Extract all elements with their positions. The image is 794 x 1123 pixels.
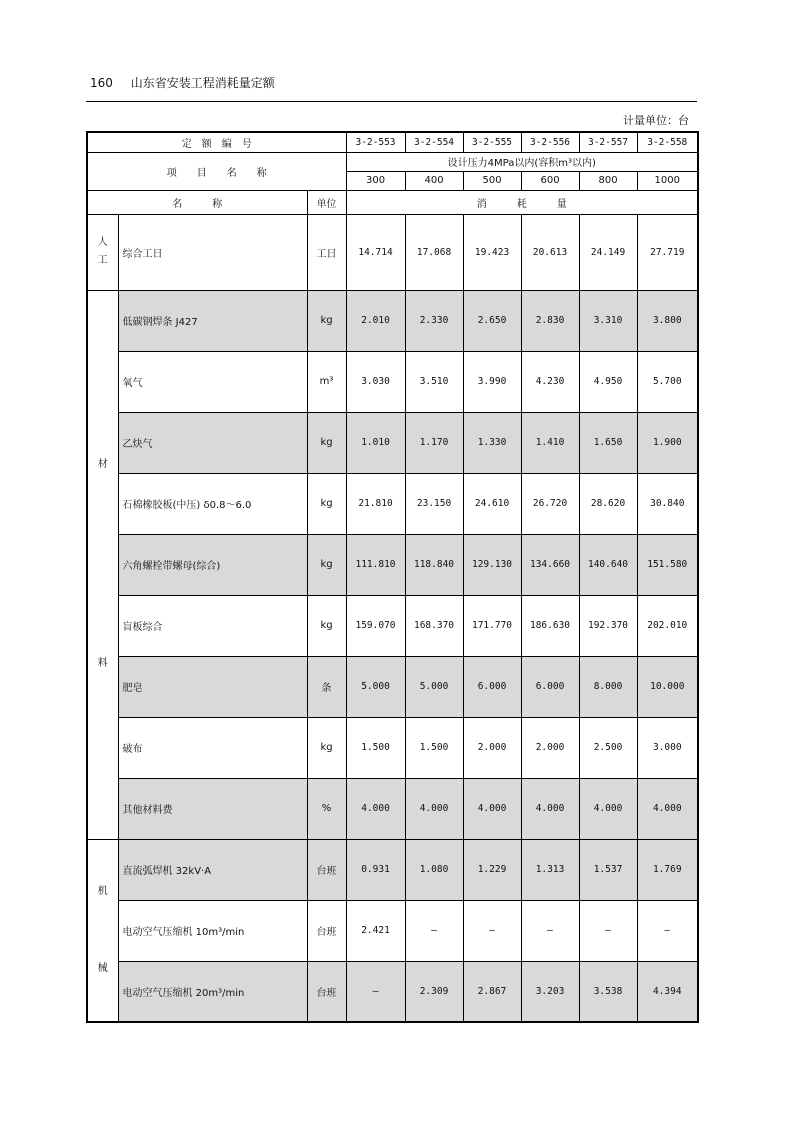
consumption-value: 2.000 xyxy=(463,717,521,778)
consumption-value: 1.900 xyxy=(637,412,698,473)
volume-value: 400 xyxy=(405,171,463,190)
item-name: 乙炔气 xyxy=(118,412,307,473)
consumption-value: 1.170 xyxy=(405,412,463,473)
item-name: 低碳钢焊条 J427 xyxy=(118,290,307,351)
item-unit: 台班 xyxy=(307,900,346,961)
consumption-value: 2.421 xyxy=(346,900,405,961)
consumption-value: — xyxy=(579,900,637,961)
table-row xyxy=(87,412,698,473)
consumption-value: 1.500 xyxy=(346,717,405,778)
consumption-value: 2.867 xyxy=(463,961,521,1022)
consumption-value: 4.000 xyxy=(579,778,637,839)
consumption-value: — xyxy=(637,900,698,961)
consumption-value: 0.931 xyxy=(346,839,405,900)
item-unit: kg xyxy=(307,290,346,351)
consumption-value: 5.000 xyxy=(405,656,463,717)
volume-value: 500 xyxy=(463,171,521,190)
item-name: 破布 xyxy=(118,717,307,778)
consumption-value: 168.370 xyxy=(405,595,463,656)
quota-code: 3-2-556 xyxy=(521,132,579,152)
item-unit: 工日 xyxy=(307,214,346,290)
consumption-value: 2.830 xyxy=(521,290,579,351)
unit-label: 计量单位：台 xyxy=(623,114,689,127)
consumption-value: 10.000 xyxy=(637,656,698,717)
item-name: 直流弧焊机 32kV·A xyxy=(118,839,307,900)
consumption-value: 27.719 xyxy=(637,214,698,290)
consumption-value: 134.660 xyxy=(521,534,579,595)
consumption-value: 6.000 xyxy=(521,656,579,717)
table-row xyxy=(87,351,698,412)
header-rule xyxy=(86,101,697,102)
category-char: 工 xyxy=(97,255,108,266)
table-row xyxy=(87,961,698,1022)
category-cell-labor xyxy=(87,214,118,290)
consumption-value: 24.149 xyxy=(579,214,637,290)
consumption-value: 118.840 xyxy=(405,534,463,595)
consumption-value: 1.650 xyxy=(579,412,637,473)
consumption-value: 202.010 xyxy=(637,595,698,656)
category-char: 人 xyxy=(97,237,108,248)
table-row xyxy=(87,839,698,900)
consumption-value: 1.229 xyxy=(463,839,521,900)
consumption-value: 111.810 xyxy=(346,534,405,595)
quota-code: 3-2-557 xyxy=(579,132,637,152)
consumption-value: 2.650 xyxy=(463,290,521,351)
page-number: 160 xyxy=(90,76,113,90)
item-name: 肥皂 xyxy=(118,656,307,717)
consumption-value: 129.130 xyxy=(463,534,521,595)
consumption-value: 2.010 xyxy=(346,290,405,351)
consumption-value: 8.000 xyxy=(579,656,637,717)
consumption-value: 3.510 xyxy=(405,351,463,412)
consumption-value: 3.990 xyxy=(463,351,521,412)
quota-no-label: 定 额 编 号 xyxy=(87,132,346,152)
item-name: 电动空气压缩机 10m³/min xyxy=(118,900,307,961)
consumption-value: 186.630 xyxy=(521,595,579,656)
consumption-value: 4.950 xyxy=(579,351,637,412)
consumption-value: 23.150 xyxy=(405,473,463,534)
category-char: 机 xyxy=(97,885,108,897)
consumption-value: 24.610 xyxy=(463,473,521,534)
page-header xyxy=(90,74,275,91)
table-row xyxy=(87,473,698,534)
item-name: 盲板综合 xyxy=(118,595,307,656)
consumption-value: 4.000 xyxy=(346,778,405,839)
table-row xyxy=(87,778,698,839)
volume-value: 600 xyxy=(521,171,579,190)
item-name: 综合工日 xyxy=(118,214,307,290)
item-unit: kg xyxy=(307,595,346,656)
consumption-value: — xyxy=(405,900,463,961)
table-row xyxy=(87,534,698,595)
consumption-value: — xyxy=(463,900,521,961)
consumption-value: 2.500 xyxy=(579,717,637,778)
consumption-value: 1.330 xyxy=(463,412,521,473)
item-unit: 台班 xyxy=(307,961,346,1022)
consumption-value: 30.840 xyxy=(637,473,698,534)
item-unit: % xyxy=(307,778,346,839)
book-title: 山东省安装工程消耗量定额 xyxy=(130,76,275,90)
consumption-value: 4.000 xyxy=(637,778,698,839)
consumption-value: 2.000 xyxy=(521,717,579,778)
consumption-value: 3.000 xyxy=(637,717,698,778)
quota-code: 3-2-554 xyxy=(405,132,463,152)
category-char: 械 xyxy=(97,962,108,974)
unit-column-header: 单位 xyxy=(307,190,346,214)
consumption-value: 3.310 xyxy=(579,290,637,351)
item-unit: 条 xyxy=(307,656,346,717)
consumption-value: 1.410 xyxy=(521,412,579,473)
consumption-value: 26.720 xyxy=(521,473,579,534)
consumption-value: 140.640 xyxy=(579,534,637,595)
category-cell-machine xyxy=(87,839,118,1022)
consumption-value: 14.714 xyxy=(346,214,405,290)
consumption-value: 17.068 xyxy=(405,214,463,290)
volume-value: 300 xyxy=(346,171,405,190)
quota-code: 3-2-553 xyxy=(346,132,405,152)
quota-code: 3-2-555 xyxy=(463,132,521,152)
volume-value: 800 xyxy=(579,171,637,190)
consumption-value: 19.423 xyxy=(463,214,521,290)
consumption-value: 21.810 xyxy=(346,473,405,534)
item-name: 电动空气压缩机 20m³/min xyxy=(118,961,307,1022)
item-name: 其他材料费 xyxy=(118,778,307,839)
consumption-value: 1.537 xyxy=(579,839,637,900)
consumption-value: 4.000 xyxy=(521,778,579,839)
consumption-value: 1.500 xyxy=(405,717,463,778)
consumption-value: 151.580 xyxy=(637,534,698,595)
consumption-value: 4.000 xyxy=(405,778,463,839)
name-column-header: 名 称 xyxy=(87,190,307,214)
item-unit: kg xyxy=(307,412,346,473)
item-name: 六角螺栓带螺母(综合) xyxy=(118,534,307,595)
table-row xyxy=(87,214,698,290)
consumption-value: 3.030 xyxy=(346,351,405,412)
consumption-value: 159.070 xyxy=(346,595,405,656)
item-name: 氧气 xyxy=(118,351,307,412)
consumption-value: 5.000 xyxy=(346,656,405,717)
item-unit: 台班 xyxy=(307,839,346,900)
category-char: 料 xyxy=(97,658,108,669)
consumption-value: 1.313 xyxy=(521,839,579,900)
consumption-value: 20.613 xyxy=(521,214,579,290)
consumption-value: 171.770 xyxy=(463,595,521,656)
consumption-value: 3.203 xyxy=(521,961,579,1022)
consumption-value: 3.538 xyxy=(579,961,637,1022)
consumption-value: 1.769 xyxy=(637,839,698,900)
table-row xyxy=(87,290,698,351)
table-row xyxy=(87,717,698,778)
consumption-header: 消 耗 量 xyxy=(346,190,698,214)
consumption-value: 5.700 xyxy=(637,351,698,412)
spec-label: 设计压力4MPa以内(容积m³以内) xyxy=(346,152,698,171)
consumption-value: — xyxy=(521,900,579,961)
category-cell-material xyxy=(87,290,118,839)
consumption-value: — xyxy=(346,961,405,1022)
volume-value: 1000 xyxy=(637,171,698,190)
consumption-value: 6.000 xyxy=(463,656,521,717)
item-name: 石棉橡胶板(中压) δ0.8～6.0 xyxy=(118,473,307,534)
item-unit: kg xyxy=(307,717,346,778)
item-unit: m³ xyxy=(307,351,346,412)
consumption-value: 3.800 xyxy=(637,290,698,351)
consumption-value: 1.010 xyxy=(346,412,405,473)
table-row xyxy=(87,656,698,717)
consumption-value: 192.370 xyxy=(579,595,637,656)
table-row xyxy=(87,595,698,656)
item-unit: kg xyxy=(307,534,346,595)
quota-table xyxy=(86,131,699,1023)
consumption-value: 28.620 xyxy=(579,473,637,534)
table-row xyxy=(87,900,698,961)
quota-code: 3-2-558 xyxy=(637,132,698,152)
item-unit: kg xyxy=(307,473,346,534)
consumption-value: 2.330 xyxy=(405,290,463,351)
consumption-value: 4.230 xyxy=(521,351,579,412)
consumption-value: 4.394 xyxy=(637,961,698,1022)
item-name-label: 项 目 名 称 xyxy=(87,152,346,190)
consumption-value: 4.000 xyxy=(463,778,521,839)
consumption-value: 1.080 xyxy=(405,839,463,900)
category-char: 材 xyxy=(97,459,108,470)
consumption-value: 2.309 xyxy=(405,961,463,1022)
